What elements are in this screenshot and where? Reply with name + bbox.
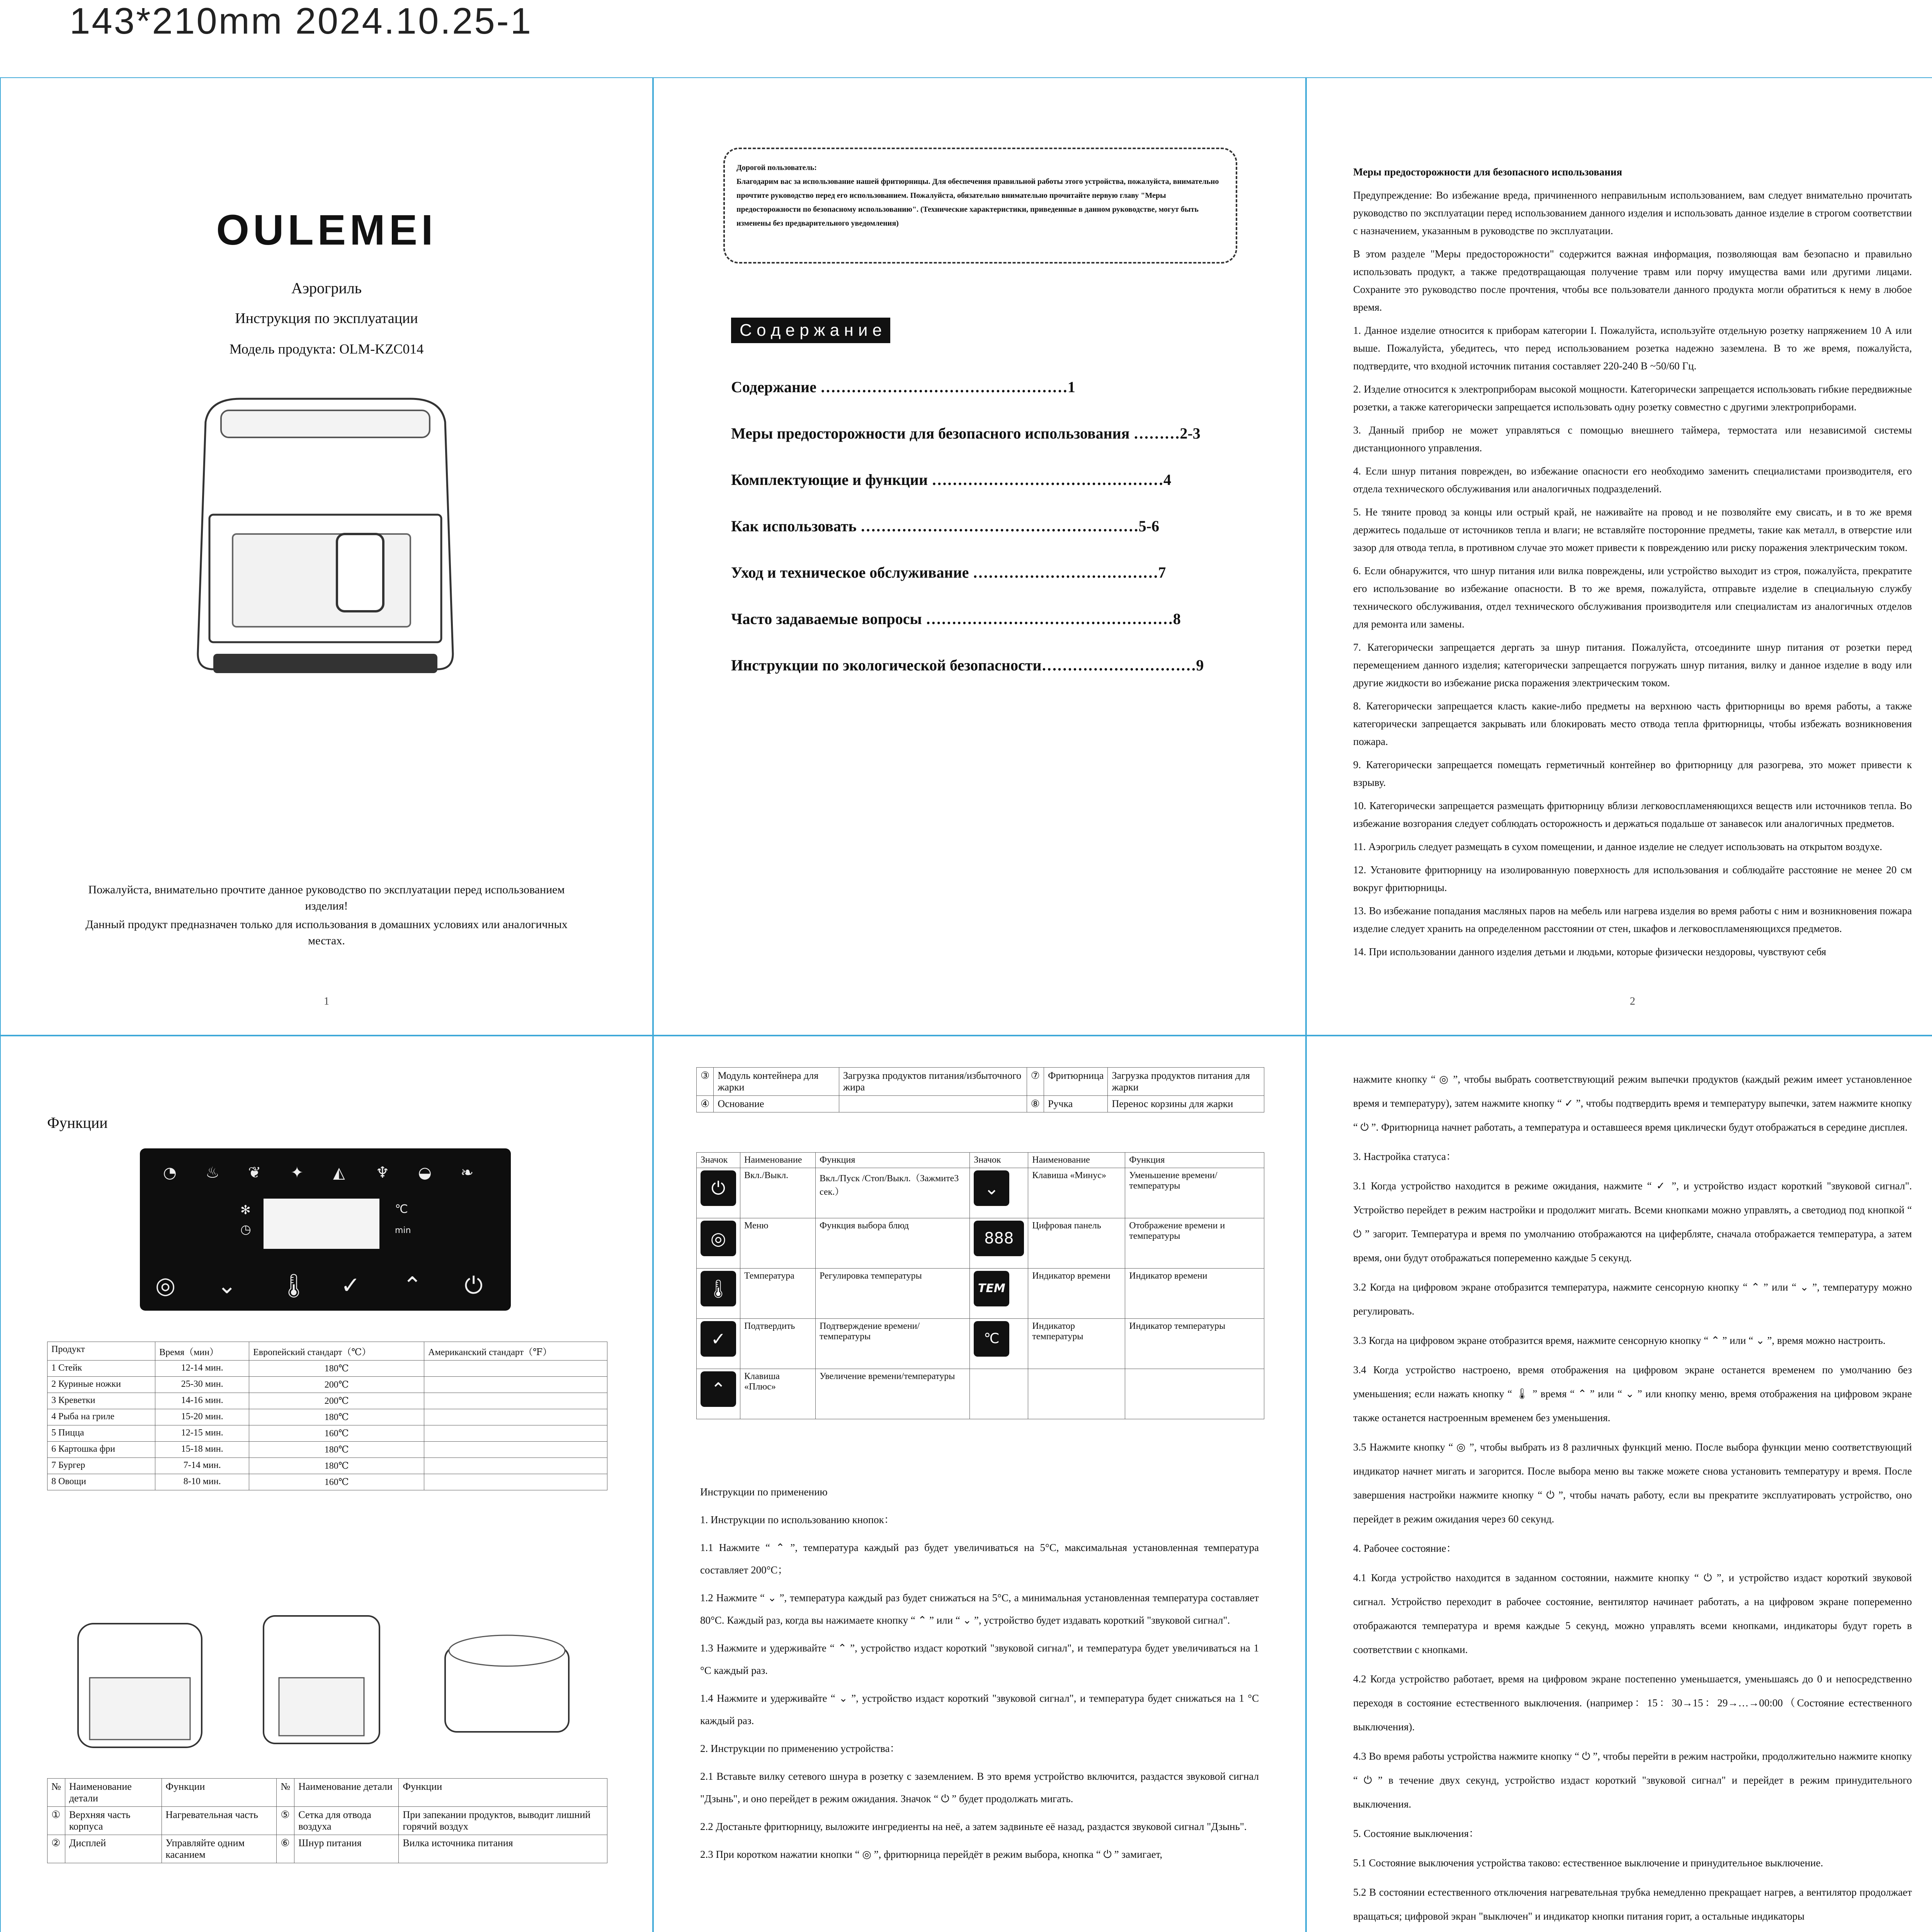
safety-title: Меры предосторожности для безопасного использования <box>1353 166 1622 178</box>
table-cell <box>424 1393 607 1409</box>
table-cell: 3 Креветки <box>48 1393 155 1409</box>
table-cell: ⑥ <box>277 1835 294 1863</box>
dear-user-title: Дорогой пользователь: <box>736 163 817 172</box>
paragraph: 1.4 Нажмите и удерживайте “ ⌄ ”, устройство издаст короткий "звуковой сигнал", и температура будет снижаться на 1 °C каждый раз. <box>700 1692 1259 1726</box>
column-header: Наименование <box>740 1153 816 1168</box>
paragraph: 6. Если обнаружится, что шнур питания или вилка повреждены, или устройство выходит из строя, пожалуйста, прекратите его использование во избежание опасности. В то же время, пожалуйста, отправьте изделие в специальную службу технического обслуживания, отдел технического обслуживания производителя или специалистам из аналогичных отделов для ремонта или замены. <box>1353 565 1912 630</box>
paragraph: 4.2 Когда устройство работает, время на цифровом экране постепенно уменьшается, уменьшаясь до 0 и непосредственно переходя в состояние естественного выключения. (например：15：30→15：29→…→00:00（Состояние естественного выключения). <box>1353 1673 1912 1733</box>
column-header: Американский стандарт（℉） <box>424 1342 607 1361</box>
paragraph: 3.1 Когда устройство находится в режиме ожидания, нажмите “ ✓ ”, и устройство издаст короткий "звуковой сигнал". Устройство перейдет в режим настройки и продолжит мигать. Всеми кнопками можно управлять, а светодиод под кнопкой “ ⏻ ” загорит. Температура и время по умолчанию отображаются на цифербляте, сначала отображается температура, а затем время, они будут отображаться попеременно каждые 5 секунд. <box>1353 1180 1912 1264</box>
page-number: 1 <box>324 995 329 1007</box>
table-cell <box>697 1218 740 1269</box>
table-cell: ⑦ <box>1027 1068 1044 1096</box>
table-row <box>697 1369 1264 1419</box>
table-cell: 8-10 мин. <box>155 1474 249 1490</box>
digital-display-icon: 888 <box>974 1221 1024 1256</box>
table-cell <box>970 1168 1028 1218</box>
page-5 <box>0 1036 653 1932</box>
table-cell <box>970 1369 1028 1419</box>
icons-table <box>696 1152 1264 1419</box>
table-header-row <box>48 1779 607 1807</box>
paragraph: 10. Категорически запрещается размещать фритюрницу вблизи легковоспламеняющихся веществ или источников тепла. Во избежание возгорания следует соблюдать осторожность и держаться подальше от занавесок или аналогичных предметов. <box>1353 800 1912 829</box>
table-cell: 25-30 мин. <box>155 1377 249 1393</box>
table-header-row <box>697 1153 1264 1168</box>
table-row <box>48 1377 607 1393</box>
column-header: № <box>277 1779 294 1807</box>
table-cell: 14-16 мин. <box>155 1393 249 1409</box>
paragraph: В этом разделе "Меры предосторожности" содержится важная информация, позволяющая вам безопасно и правильно использовать продукт, а также предотвращающая получение травм или порчу имущества вами или другими лицами. Сохраните это руководство после прочтения, чтобы все пользователи данного продукта могли обратиться к нему в любое время. <box>1353 248 1912 313</box>
table-cell <box>424 1474 607 1490</box>
column-header: № <box>48 1779 65 1807</box>
confirm-icon[interactable]: ✓ <box>341 1272 361 1299</box>
thermometer-icon[interactable]: 🌡 <box>279 1272 309 1299</box>
minutes-indicator: min <box>395 1226 411 1235</box>
table-cell: Фритюрница <box>1044 1068 1108 1096</box>
table-cell: ⑧ <box>1027 1096 1044 1112</box>
column-header: Значок <box>697 1153 740 1168</box>
table-cell: Вкл./Выкл. <box>740 1168 816 1218</box>
celsius-indicator-icon: ℃ <box>974 1321 1009 1357</box>
safety-text <box>1353 163 1912 966</box>
paragraph: 3.3 Когда на цифровом экране отобразится время, нажмите сенсорную кнопку “ ⌃ ” или “ ⌄ ”, время можно настроить. <box>1353 1335 1886 1346</box>
pizza-icon[interactable]: ◭ <box>333 1164 345 1182</box>
fan-icon: ✻ <box>240 1202 251 1217</box>
table-cell: При запекании продуктов, выводит лишний горячий воздух <box>399 1807 607 1835</box>
toc-item[interactable]: Меры предосторожности для безопасного использования ………2-3 <box>731 425 1201 442</box>
fryer-basket-view <box>445 1635 569 1732</box>
table-cell: Загрузка продуктов питания/избыточного жира <box>839 1068 1027 1096</box>
table-row <box>697 1269 1264 1319</box>
celsius-indicator: ℃ <box>395 1202 408 1216</box>
parts-table-1 <box>47 1778 607 1863</box>
table-cell: 1 Стейк <box>48 1361 155 1377</box>
table-cell: ⑤ <box>277 1807 294 1835</box>
page-2 <box>653 77 1306 1036</box>
table-cell <box>970 1319 1028 1369</box>
instructions-text <box>700 1481 1259 1871</box>
food-table <box>47 1342 607 1490</box>
toc-item[interactable]: Комплектующие и функции ………………………………………4 <box>731 471 1172 488</box>
column-header: Европейский стандарт（℃） <box>249 1342 424 1361</box>
brand-logo: OULEMEI <box>216 206 437 254</box>
table-cell: Верхняя часть корпуса <box>65 1807 162 1835</box>
column-header: Значок <box>970 1153 1028 1168</box>
table-cell <box>697 1369 740 1419</box>
paragraph: 2.1 Вставьте вилку сетевого шнура в розетку с заземлением. В это время устройство включится, раздастся звуковой сигнал "Дзынь", и оно перейдет в режим ожидания. Значок “ ⏻ ” будет продолжать мигать. <box>700 1770 1259 1804</box>
plus-icon[interactable]: ⌃ <box>403 1272 422 1299</box>
column-header: Наименование детали <box>65 1779 162 1807</box>
table-cell: 2 Куриные ножки <box>48 1377 155 1393</box>
table-cell: Клавиша «Минус» <box>1028 1168 1125 1218</box>
table-cell <box>424 1442 607 1458</box>
dear-user-body: Благодарим вас за использование нашей фритюрницы. Для обеспечения правильной работы этого устройства, пожалуйста, внимательно прочтите руководство перед его использованием. Пожалуйста, обязательно внимательно прочитайте первую главу "Меры предосторожности по безопасному использованию". (Технические характеристики, приведенные в данном руководстве, могут быть изменены без предварительного уведомления) <box>736 177 1219 228</box>
table-cell: 7 Бургер <box>48 1458 155 1474</box>
power-icon[interactable]: ⏻ <box>464 1272 483 1299</box>
paragraph: 3.4 Когда устройство настроено, время отображения на цифровом экране останется временем по умолчанию без уменьшения; если нажать кнопку “ 🌡 ” время “ ⌃ ” или “ ⌄ ” или кнопку меню, время отображения на цифровом экране также останется настроенным временем без уменьшения. <box>1353 1364 1912 1423</box>
paragraph: Предупреждение: Во избежание вреда, причиненного неправильным использованием, вам следует внимательно прочитать руководство по эксплуатации перед использованием данного изделия и использовать данное изделие в строгом соответствии с назначением, указанным в руководстве по эксплуатации. <box>1353 189 1912 236</box>
column-header: Наименование детали <box>294 1779 399 1807</box>
table-cell: ③ <box>697 1068 714 1096</box>
table-cell <box>697 1168 740 1218</box>
manual-title: Инструкция по эксплуатации <box>235 310 418 327</box>
paragraph: 4.1 Когда устройство находится в заданном состоянии, нажмите кнопку “ ⏻ ”, и устройство издаст короткий звуковой сигнал. Устройство переходит в рабочее состояние, вентилятор начинает работать, а на цифровом экране попеременно отображаются температура и время каждые 5 секунд, можно управлять всеми кнопками, индикаторы будут гореть в соответствии с кнопками. <box>1353 1572 1912 1655</box>
table-cell: 15-20 мин. <box>155 1409 249 1425</box>
table-cell: ① <box>48 1807 65 1835</box>
paragraph: 5.2 В состоянии естественного отключения нагревательная трубка немедленно прекращает нагрев, а вентилятор продолжает вращаться; цифровой экран "выключен" и индикатор кнопки питания горит, а остальные индикаторы <box>1353 1886 1912 1922</box>
column-header: Продукт <box>48 1342 155 1361</box>
confirm-icon: ✓ <box>701 1321 736 1357</box>
paragraph: 1. Данное изделие относится к приборам категории I. Пожалуйста, используйте отдельную розетку напряжением 10 А или выше. Пожалуйста, убедитесь, что перед использованием розетка надежно заземлена. В то же время, пожалуйста, подтвердите, что входной источник питания составляет 220-240 В ~50/60 Гц. <box>1353 325 1912 372</box>
table-cell: Управляйте одним касанием <box>162 1835 277 1863</box>
table-cell: Модуль контейнера для жарки <box>714 1068 839 1096</box>
toc-item[interactable]: Инструкции по экологической безопасности…………………………9 <box>731 656 1204 674</box>
paragraph: 3.5 Нажмите кнопку “ ◎ ”, чтобы выбрать из 8 различных функций меню. После выбора функции меню соответствующий индикатор начнет мигать и загорится. После выбора меню вы также можете снова установить температуру и время. После завершения настройки нажмите кнопку “ ⏻ ”, чтобы начать работу, если вы прекратите эксплуатировать устройство, оно перейдет в режим ожидания через 60 секунд. <box>1353 1441 1912 1525</box>
menu-icon: ◎ <box>701 1221 736 1256</box>
paragraph: 5. Состояние выключения： <box>1353 1828 1480 1839</box>
table-cell <box>424 1409 607 1425</box>
table-cell: Загрузка продуктов питания для жарки <box>1108 1068 1264 1096</box>
table-cell: Вилка источника питания <box>399 1835 607 1863</box>
column-header: Время（мин） <box>155 1342 249 1361</box>
table-cell: Ручка <box>1044 1096 1108 1112</box>
table-header-row <box>48 1342 607 1361</box>
paragraph: 2.2 Достаньте фритюрницу, выложите ингредиенты на неё, а затем задвиньте её назад, раздастся звуковой сигнал "Дзынь". <box>700 1821 1247 1832</box>
chicken-icon[interactable]: ♨ <box>206 1164 219 1182</box>
table-cell: 200℃ <box>249 1377 424 1393</box>
page-3 <box>1306 77 1932 1036</box>
page-7 <box>1306 1036 1932 1932</box>
minus-icon[interactable]: ⌄ <box>217 1272 237 1299</box>
table-cell: Цифровая панель <box>1028 1218 1125 1269</box>
paragraph: 5. Не тяните провод за концы или острый край, не наживайте на провод и не позволяйте ему свисать, и в то же время держитесь подальше от источников тепла и влаги; не вставляйте посторонние предметы, такие как металл, в отверстие или зазор для отвода тепла, в противном случае это может привести к повреждению или риску поражения электрическим током. <box>1353 506 1912 553</box>
paragraph: 1. Инструкции по использованию кнопок： <box>700 1514 895 1526</box>
paragraph: 3. Данный прибор не может управляться с помощью внешнего таймера, термостата или независимой системы дистанционного управления. <box>1353 424 1912 454</box>
product-name: Аэрогриль <box>291 279 362 297</box>
notice-home-use: Данный продукт предназначен только для использования в домашних условиях или аналогичных местах. <box>85 918 568 947</box>
table-row <box>48 1835 607 1863</box>
paragraph: 14. При использовании данного изделия детьми и людьми, которые физически нездоровы, чувствуют себя <box>1353 946 1827 957</box>
table-cell: 160℃ <box>249 1474 424 1490</box>
paragraph: 1.1 Нажмите “ ⌃ ”, температура каждый раз будет увеличиваться на 5°C, максимальная установленная температура составляет 200°C； <box>700 1542 1259 1576</box>
table-row <box>48 1442 607 1458</box>
table-cell <box>1125 1369 1264 1419</box>
contents-heading: С о д е р ж а н и е <box>731 318 890 343</box>
fryer-front-view <box>78 1624 202 1747</box>
operation-text <box>1353 1067 1912 1932</box>
clock-icon: ◷ <box>240 1222 251 1236</box>
power-icon: ⏻ <box>701 1170 736 1206</box>
table-cell: Температура <box>740 1269 816 1319</box>
paragraph: 1.2 Нажмите “ ⌄ ”, температура каждый раз будет снижаться на 5°C, а минимальная установленная температура составляет 80°C. Каждый раз, когда вы нажимаете кнопку “ ⌃ ” или “ ⌄ ”, устройство будет издавать короткий "звуковой сигнал". <box>700 1592 1259 1626</box>
column-header: Функции <box>162 1779 277 1807</box>
paragraph: 8. Категорически запрещается класть какие-либо предметы на верхнюю часть фритюрницы во время работы, а также категорически запрещается закрывать или блокировать место отвода тепла фритюрницы, чтобы избежать возникновения пожара. <box>1353 700 1912 747</box>
table-cell <box>697 1319 740 1369</box>
thermometer-icon: 🌡 <box>701 1271 736 1306</box>
table-row <box>48 1458 607 1474</box>
table-row <box>697 1068 1264 1096</box>
table-cell <box>970 1218 1028 1269</box>
table-cell: Сетка для отвода воздуха <box>294 1807 399 1835</box>
toc-item[interactable]: Как использовать ………………………………………………5-6 <box>731 517 1159 535</box>
paragraph: 11. Аэрогриль следует размещать в сухом помещении, и данное изделие не следует использовать на открытом воздухе. <box>1353 841 1883 852</box>
table-cell: 8 Овощи <box>48 1474 155 1490</box>
table-cell: 180℃ <box>249 1361 424 1377</box>
table-row <box>697 1319 1264 1369</box>
paragraph: 12. Установите фритюрницу на изолированную поверхность для использования и соблюдайте расстояние не менее 20 см вокруг фритюрницы. <box>1353 864 1912 893</box>
model-line: Модель продукта: OLM-KZC014 <box>229 341 424 357</box>
table-row <box>48 1361 607 1377</box>
table-cell: 12-14 мин. <box>155 1361 249 1377</box>
table-cell: 5 Пицца <box>48 1425 155 1442</box>
table-cell: Увеличение времени/температуры <box>816 1369 970 1419</box>
paragraph: 1.3 Нажмите и удерживайте “ ⌃ ”, устройство издаст короткий "звуковой сигнал", и температура будет увеличиваться на 1 °C каждый раз. <box>700 1642 1259 1676</box>
control-panel <box>140 1148 511 1311</box>
table-row <box>697 1218 1264 1269</box>
table-cell: Отображение времени и температуры <box>1125 1218 1264 1269</box>
table-row <box>48 1393 607 1409</box>
parts-diagram <box>47 1600 607 1763</box>
table-cell: 200℃ <box>249 1393 424 1409</box>
table-cell: 180℃ <box>249 1442 424 1458</box>
table-cell <box>970 1269 1028 1319</box>
table-cell <box>1028 1369 1125 1419</box>
table-cell <box>697 1269 740 1319</box>
air-fryer-illustration <box>171 387 480 689</box>
chevron-down-icon: ⌄ <box>974 1170 1009 1206</box>
paragraph: 3.2 Когда на цифровом экране отобразится температура, нажмите сенсорную кнопку “ ⌃ ” или “ ⌄ ”, температуру можно регулировать. <box>1353 1281 1912 1317</box>
fryer-side-view <box>264 1616 379 1743</box>
vegetables-icon[interactable]: ❧ <box>461 1164 474 1182</box>
table-cell: Функция выбора блюд <box>816 1218 970 1269</box>
toc-item[interactable]: Уход и техническое обслуживание ………………………………7 <box>731 564 1166 581</box>
paragraph: 2.3 При коротком нажатии кнопки “ ◎ ”, фритюрница перейдёт в режим выбора, кнопка “ ⏻ ” замигает, <box>700 1849 1163 1860</box>
dear-user-box <box>723 148 1237 264</box>
table-cell <box>424 1377 607 1393</box>
steak-icon[interactable]: ◔ <box>163 1164 177 1182</box>
table-cell <box>424 1425 607 1442</box>
column-header: Функция <box>816 1153 970 1168</box>
table-cell: Подтверждение времени/температуры <box>816 1319 970 1369</box>
paragraph: 13. Во избежание попадания масляных паров на мебель или нагрева изделия во время работы с ним и возникновения пожара изделие следует хранить на определенном расстоянии от стен, шкафов и легковоспламеняющихся предметов. <box>1353 905 1912 934</box>
notice-read: Пожалуйста, внимательно прочтите данное руководство по эксплуатации перед использованием изделия! <box>88 883 565 912</box>
page-number: 2 <box>1630 995 1635 1007</box>
table-row <box>48 1409 607 1425</box>
fries-icon[interactable]: ♆ <box>376 1164 389 1182</box>
table-cell: Нагревательная часть <box>162 1807 277 1835</box>
table-cell: 7-14 мин. <box>155 1458 249 1474</box>
table-cell: 180℃ <box>249 1458 424 1474</box>
table-of-contents <box>731 364 1230 689</box>
fish-icon[interactable]: ✦ <box>291 1164 304 1182</box>
table-cell <box>424 1458 607 1474</box>
table-row <box>697 1168 1264 1218</box>
table-cell: Подтвердить <box>740 1319 816 1369</box>
paragraph: 7. Категорически запрещается дергать за шнур питания. Пожалуйста, отсоедините шнур питания от розетки перед перемещением данного изделия; категорически запрещается погружать шнур питания, вилку и данное изделие в воду или другие жидкости во избежание риска поражения электрическим током. <box>1353 641 1912 689</box>
instructions-title: Инструкции по применению <box>700 1486 828 1498</box>
page-1 <box>0 77 653 1036</box>
table-cell: Индикатор времени <box>1125 1269 1264 1319</box>
column-header: Функция <box>1125 1153 1264 1168</box>
time-indicator-icon: TEM <box>974 1271 1009 1306</box>
paragraph: 3. Настройка статуса： <box>1353 1151 1457 1162</box>
table-cell: Основание <box>714 1096 839 1112</box>
paragraph: 4.3 Во время работы устройства нажмите кнопку “ ⏻ ”, чтобы перейти в режим настройки, продолжительно нажмите кнопку “ ⏻ ” в течение двух секунд, устройство издаст короткий "звуковой сигнал" и перейдет в режим принудительного выключения. <box>1353 1750 1912 1810</box>
paragraph: 5.1 Состояние выключения устройства таково: естественное выключение и принудительное выключение. <box>1353 1857 1823 1869</box>
table-row <box>48 1474 607 1490</box>
table-cell: Меню <box>740 1218 816 1269</box>
table-cell: Индикатор времени <box>1028 1269 1125 1319</box>
toc-item[interactable]: Содержание …………………………………………1 <box>731 378 1075 396</box>
paragraph: нажмите кнопку “ ◎ ”, чтобы выбрать соответствующий режим выпечки продуктов (каждый режим имеет установленное время и температуру), затем нажмите кнопку “ ✓ ”, чтобы подтвердить время и температуру выпечки, затем нажмите кнопку “ ⏻ ”. Фритюрница начнет работать, а температура и оставшееся время циклически будут отображаться в середине дисплея. <box>1353 1073 1912 1133</box>
paragraph: 4. Рабочее состояние： <box>1353 1543 1457 1554</box>
table-cell: Вкл./Пуск /Стоп/Выкл.（Зажмите3 сек.） <box>816 1168 970 1218</box>
display-screen <box>264 1199 379 1249</box>
table-cell: Дисплей <box>65 1835 162 1863</box>
column-header: Наименование <box>1028 1153 1125 1168</box>
table-cell: Перенос корзины для жарки <box>1108 1096 1264 1112</box>
table-cell: Уменьшение времени/температуры <box>1125 1168 1264 1218</box>
table-cell: 6 Картошка фри <box>48 1442 155 1458</box>
paragraph: 2. Изделие относится к электроприборам высокой мощности. Категорически запрещается использовать гибкие передвижные розетки, а также категорически запрещается использовать одну розетку совместно с другими электроприборами. <box>1353 383 1912 413</box>
table-cell <box>839 1096 1027 1112</box>
table-cell: Шнур питания <box>294 1835 399 1863</box>
table-cell: 12-15 мин. <box>155 1425 249 1442</box>
table-cell: 160℃ <box>249 1425 424 1442</box>
table-cell: ④ <box>697 1096 714 1112</box>
table-row <box>697 1096 1264 1112</box>
paragraph: 9. Категорически запрещается помещать герметичный контейнер во фритюрницу для разогрева, это может привести к взрыву. <box>1353 759 1912 788</box>
table-cell <box>424 1361 607 1377</box>
toc-item[interactable]: Часто задаваемые вопросы …………………………………………8 <box>731 610 1181 628</box>
table-cell: ② <box>48 1835 65 1863</box>
table-cell: 180℃ <box>249 1409 424 1425</box>
menu-icon[interactable]: ◎ <box>155 1272 176 1299</box>
burger-icon[interactable]: ◒ <box>418 1164 432 1182</box>
table-cell: Индикатор температуры <box>1125 1319 1264 1369</box>
table-cell: 4 Рыба на гриле <box>48 1409 155 1425</box>
table-cell: Клавиша «Плюс» <box>740 1369 816 1419</box>
table-cell: 15-18 мин. <box>155 1442 249 1458</box>
functions-title: Функции <box>47 1114 108 1131</box>
column-header: Функции <box>399 1779 607 1807</box>
shrimp-icon[interactable]: ❦ <box>248 1164 261 1182</box>
paragraph: 2. Инструкции по применению устройства： <box>700 1743 900 1754</box>
page-6 <box>653 1036 1306 1932</box>
parts-table-2 <box>696 1067 1264 1112</box>
paragraph: 4. Если шнур питания поврежден, во избежание опасности его необходимо заменить специалистами производителя, его отдела технического обслуживания или аналогичных подразделений. <box>1353 465 1912 495</box>
table-row <box>48 1425 607 1442</box>
chevron-up-icon: ⌃ <box>701 1371 736 1407</box>
table-cell: Регулировка температуры <box>816 1269 970 1319</box>
sheet-spec: 143*210mm 2024.10.25-1 <box>70 0 533 42</box>
table-cell: Индикатор температуры <box>1028 1319 1125 1369</box>
table-row <box>48 1807 607 1835</box>
